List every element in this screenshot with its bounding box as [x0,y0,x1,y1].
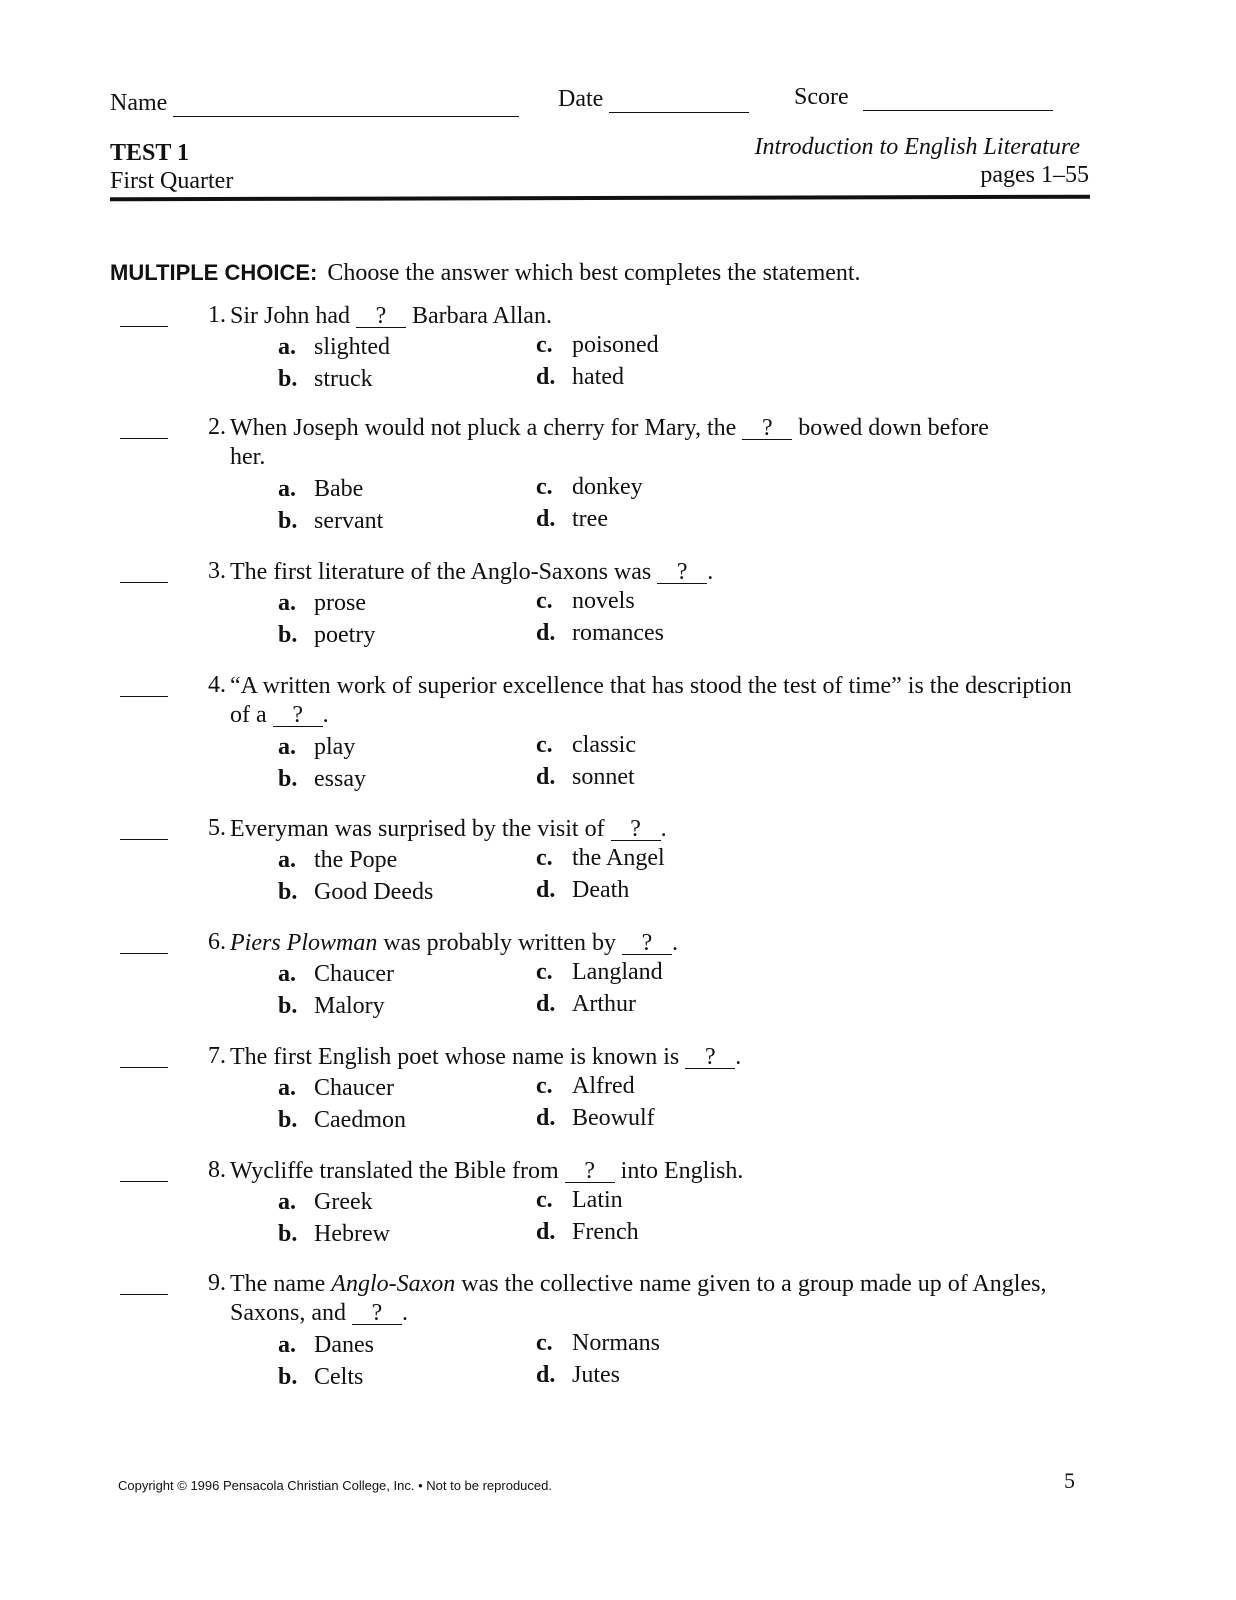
choice-c[interactable]: c. Normans [536,1330,660,1356]
question-number: 4. [208,672,226,698]
choice-c[interactable]: c. donkey [536,474,643,500]
choice-text: Greek [314,1189,373,1215]
question-stem [230,929,1080,958]
question-number: 3. [208,558,226,584]
choice-d[interactable]: d. Arthur [536,991,636,1017]
page-range: pages 1–55 [980,162,1089,188]
choice-b[interactable]: b. servant [278,508,384,534]
question-stem [230,672,1080,730]
stem-blank: ? [352,1302,402,1325]
stem-text: When Joseph would not pluck a cherry for Mary, the [230,415,737,441]
stem-title: Piers Plowman [230,930,378,956]
stem-blank: ? [685,1046,735,1069]
stem-text: Everyman was surprised by the visit of [230,816,605,842]
question-stem [230,1157,1080,1186]
choice-b[interactable]: b. essay [278,766,366,792]
choice-text: French [572,1219,639,1245]
choice-d[interactable]: d. Beowulf [536,1105,655,1131]
question-number: 9. [208,1270,226,1296]
question-number: 6. [208,929,226,955]
stem-blank: ? [622,932,672,955]
question-stem [230,815,1080,844]
answer-blank[interactable] [120,314,168,327]
stem-text: The first literature of the Anglo-Saxons was [230,559,652,585]
question-number: 5. [208,815,226,841]
choice-text: Hebrew [314,1221,390,1247]
choice-a[interactable]: a. play [278,734,356,760]
choice-d[interactable]: d. hated [536,364,624,390]
choice-d[interactable]: d. sonnet [536,764,635,790]
choice-c[interactable]: c. novels [536,588,635,614]
choice-text: novels [572,588,635,614]
stem-text: . [660,816,667,842]
question-number: 2. [208,414,226,440]
stem-text: The first English poet whose name is known is [230,1044,680,1070]
choice-text: Babe [314,476,364,502]
choice-c[interactable]: c. Latin [536,1187,623,1213]
choice-text: Chaucer [314,1075,394,1101]
choice-c[interactable]: c. Langland [536,959,663,985]
stem-text: was the collective name given to a group made up of Angles, Saxons, and [230,1271,1047,1326]
choice-a[interactable]: a. Babe [278,476,364,502]
stem-text: into English. [620,1158,744,1184]
score-label: Score [794,84,849,110]
choice-d[interactable]: d. French [536,1219,639,1245]
answer-blank[interactable] [120,1282,168,1295]
choice-text: poetry [314,622,376,648]
choice-text: sonnet [572,764,635,790]
stem-text: . [402,1300,408,1326]
choice-c[interactable]: c. Alfred [536,1073,635,1099]
answer-blank[interactable] [120,827,168,840]
name-line[interactable] [173,96,519,117]
choice-text: Beowulf [572,1105,655,1131]
answer-blank[interactable] [120,426,168,439]
choice-text: servant [314,508,384,534]
choice-text: Death [572,877,630,903]
choice-text: struck [314,366,373,392]
choice-d[interactable]: d. tree [536,506,608,532]
choice-a[interactable]: a. prose [278,590,366,616]
stem-blank: ? [742,417,792,440]
instructions [110,260,861,287]
answer-blank[interactable] [120,1169,168,1182]
choice-text: donkey [572,474,643,500]
choice-text: the Angel [572,845,665,871]
stem-blank: ? [611,818,661,841]
stem-text: . [707,559,714,585]
choice-a[interactable]: a. Chaucer [278,1075,394,1101]
stem-blank: ? [273,704,323,727]
question-stem [230,558,1080,587]
stem-term: Anglo-Saxon [331,1271,456,1297]
stem-text: . [322,702,329,728]
header-rule [110,195,1090,202]
choice-text: Danes [314,1332,374,1358]
course-title: Introduction to English Literature [754,134,1080,160]
answer-blank[interactable] [120,570,168,583]
choice-text: romances [572,620,664,646]
instructions-text: Choose the answer which best completes the statement. [327,260,861,286]
test-title: TEST 1 [110,140,189,166]
choice-text: Celts [314,1364,364,1390]
choice-text: play [314,734,356,760]
question-number: 8. [208,1157,226,1183]
question-number: 1. [208,302,226,328]
stem-text: was probably written by [383,930,616,956]
choice-text: Arthur [572,991,636,1017]
choice-text: Malory [314,993,385,1019]
choice-text: Langland [572,959,663,985]
stem-text: “A written work of superior excellence that has stood the test of time” is the description of a [230,673,1072,728]
stem-text: The name [230,1271,326,1297]
choice-d[interactable]: d. romances [536,620,664,646]
choice-text: the Pope [314,847,398,873]
answer-blank[interactable] [120,684,168,697]
choice-text: classic [572,732,636,758]
choice-a[interactable]: a. Greek [278,1189,373,1215]
choice-text: Latin [572,1187,623,1213]
choice-a[interactable]: a. Danes [278,1332,374,1358]
date-field [558,86,749,113]
header-fields [110,84,1080,122]
choice-text: Chaucer [314,961,394,987]
choice-c[interactable]: c. classic [536,732,636,758]
choice-b[interactable]: b. Malory [278,993,385,1019]
page-number: 5 [1064,1468,1075,1493]
stem-blank: ? [657,561,707,584]
question-stem [230,1043,1080,1072]
choice-text: Good Deeds [314,879,434,905]
date-label: Date [558,86,604,112]
choice-text: Caedmon [314,1107,406,1133]
stem-blank: ? [356,305,406,328]
copyright-notice: Copyright © 1996 Pensacola Christian College, Inc. • Not to be reproduced. [118,1478,552,1493]
stem-text: Barbara Allan. [412,303,552,329]
stem-text: . [735,1044,742,1070]
date-line[interactable] [609,92,749,113]
stem-text: bowed down before her. [230,415,989,470]
choice-d[interactable]: d. Death [536,877,630,903]
question-stem [230,302,1080,331]
choice-text: hated [572,364,624,390]
choice-text: Normans [572,1330,660,1356]
score-field [794,84,1053,111]
stem-text: . [671,930,678,956]
choice-b[interactable]: b. Celts [278,1364,364,1390]
choice-text: tree [572,506,608,532]
question-stem [230,414,1020,472]
answer-blank[interactable] [120,1055,168,1068]
choice-text: Alfred [572,1073,635,1099]
answer-blank[interactable] [120,941,168,954]
question-number: 7. [208,1043,226,1069]
choice-c[interactable]: c. the Angel [536,845,665,871]
score-line[interactable] [863,90,1053,111]
choice-b[interactable]: b. struck [278,366,373,392]
stem-blank: ? [565,1160,615,1183]
choice-b[interactable]: b. Caedmon [278,1107,406,1133]
choice-text: essay [314,766,366,792]
choice-b[interactable]: b. Hebrew [278,1221,390,1247]
choice-text: slighted [314,334,390,360]
choice-a[interactable]: a. Chaucer [278,961,394,987]
choice-text: Jutes [572,1362,620,1388]
choice-a[interactable]: a. slighted [278,334,390,360]
choice-a[interactable]: a. the Pope [278,847,398,873]
choice-text: prose [314,590,366,616]
quarter-label: First Quarter [110,168,234,194]
name-field [110,90,519,117]
choice-c[interactable]: c. poisoned [536,332,659,358]
stem-text: Sir John had [230,303,350,329]
name-label: Name [110,90,168,116]
instructions-label: MULTIPLE CHOICE: [110,260,318,285]
choice-d[interactable]: d. Jutes [536,1362,620,1388]
choice-b[interactable]: b. poetry [278,622,376,648]
question-stem [230,1270,1080,1328]
choice-text: poisoned [572,332,659,358]
stem-text: Wycliffe translated the Bible from [230,1158,559,1184]
choice-b[interactable]: b. Good Deeds [278,879,434,905]
